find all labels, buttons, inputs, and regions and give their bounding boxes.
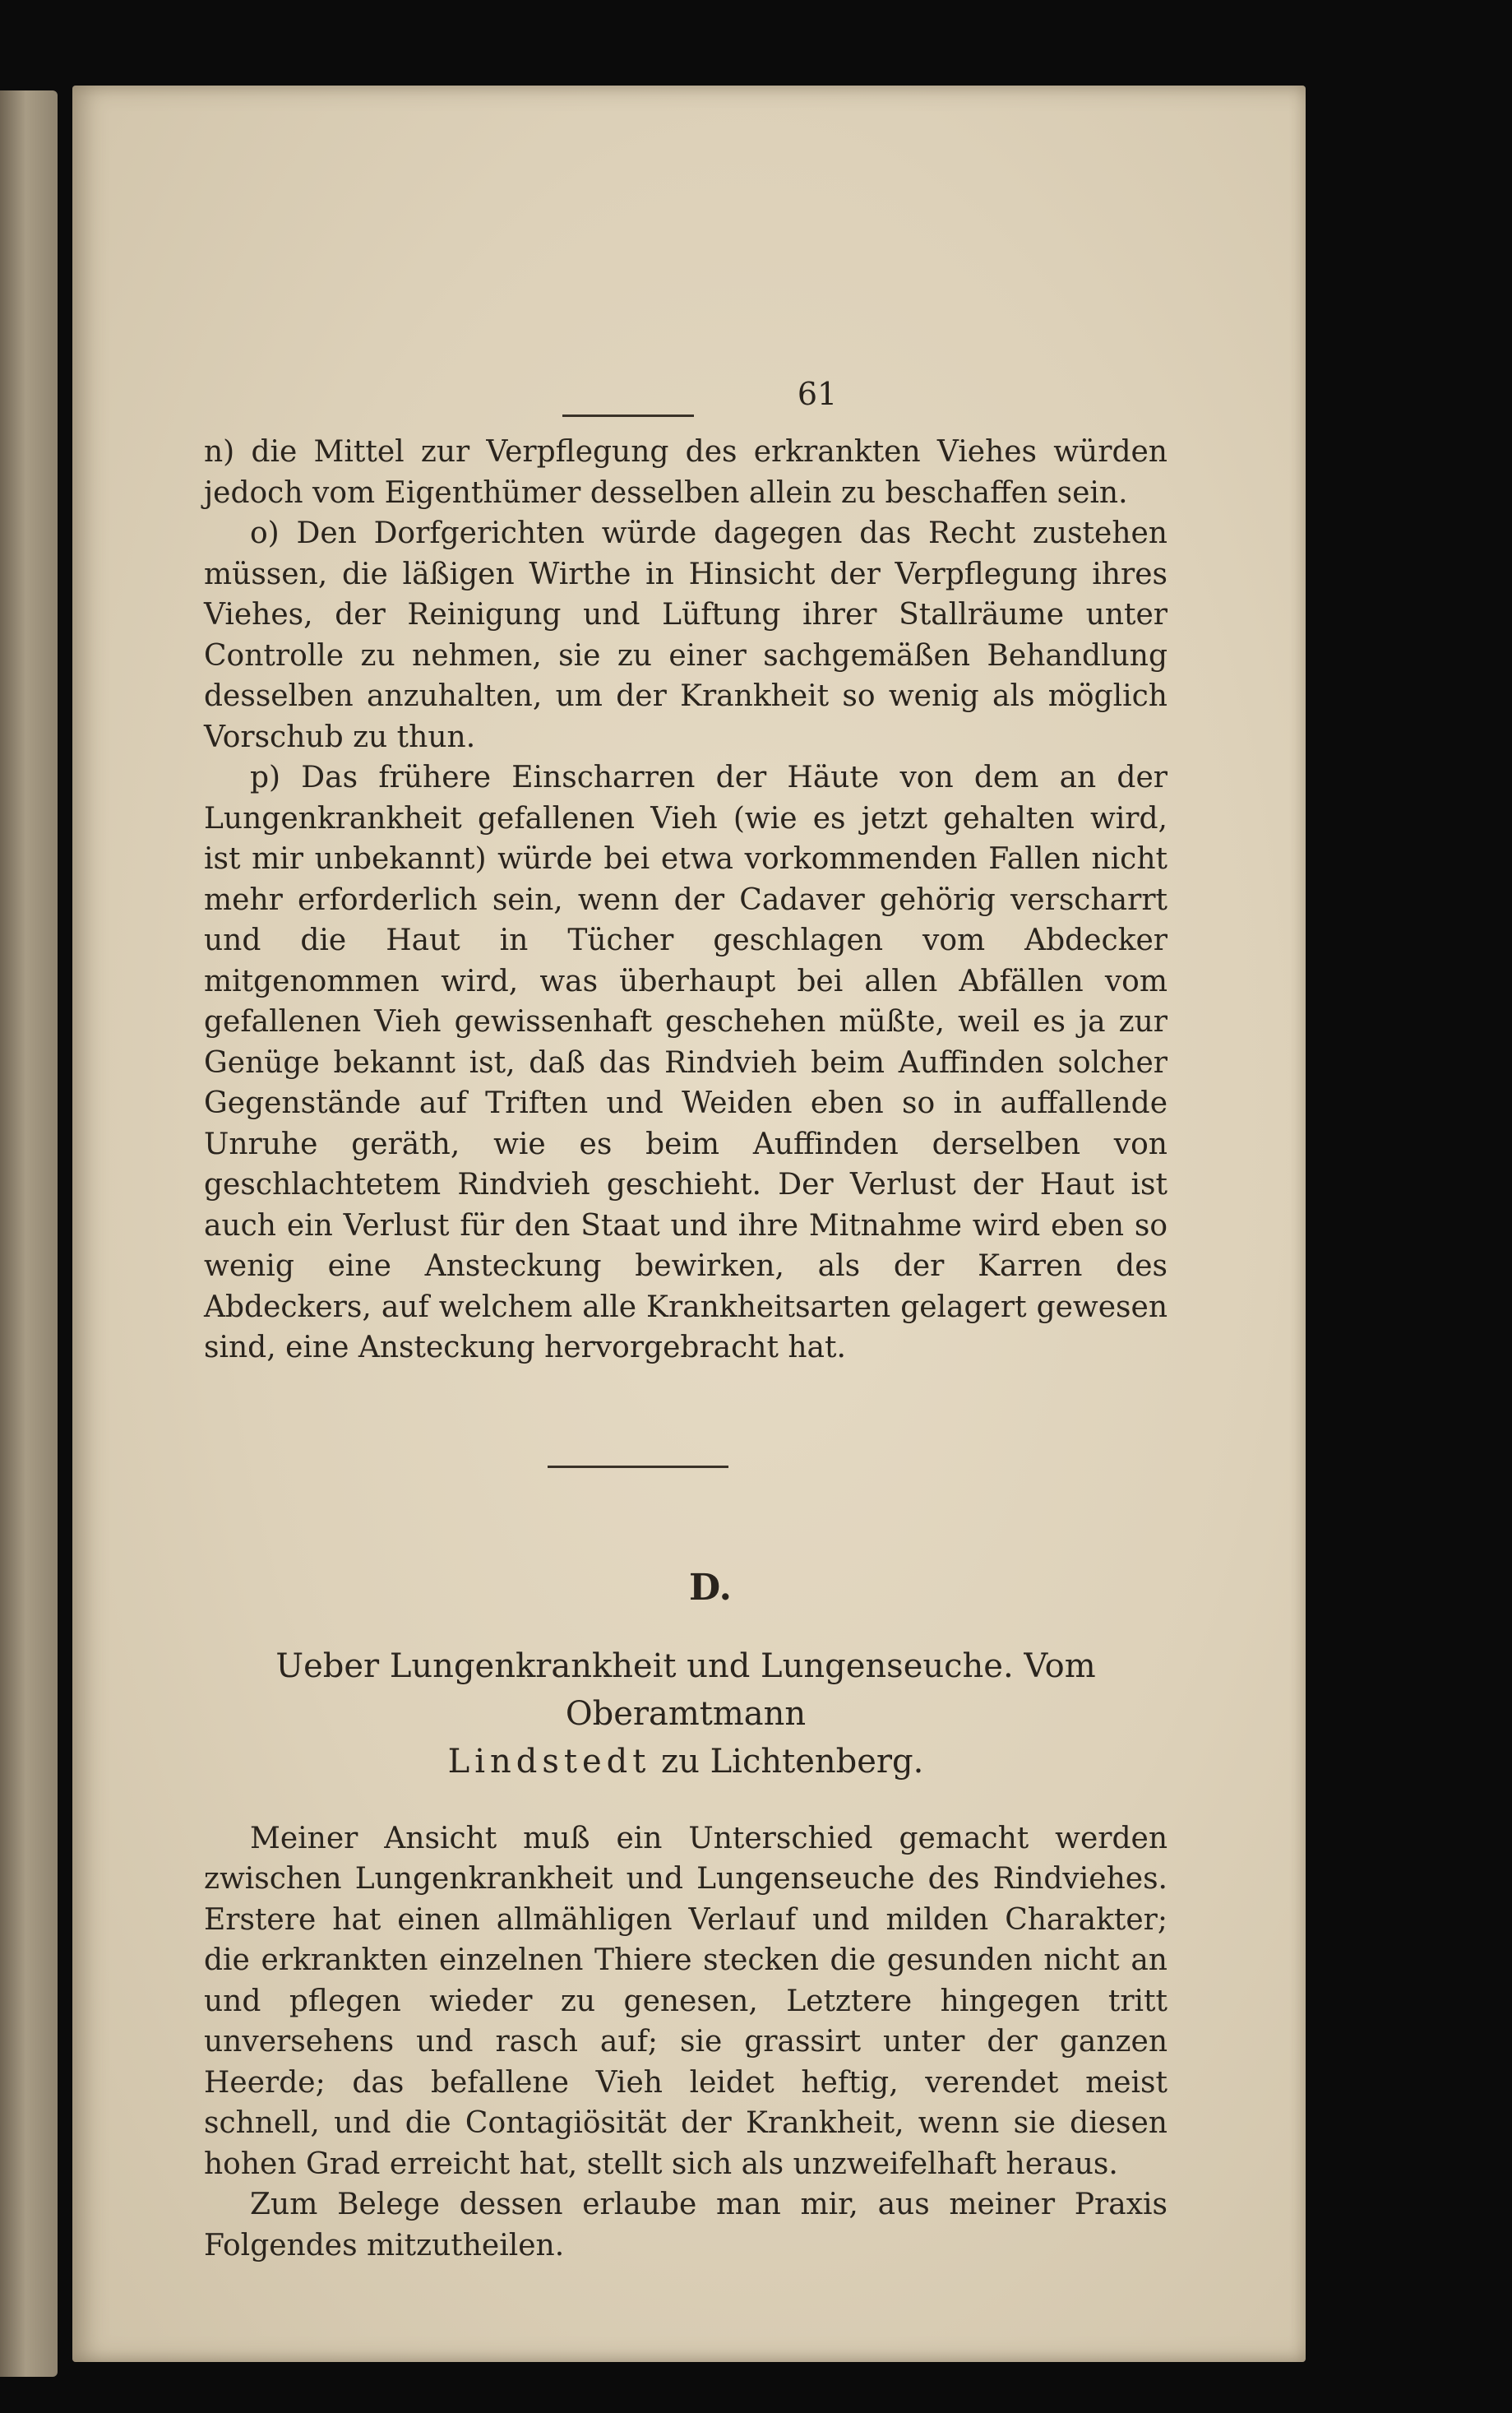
paragraph-p: p) Das frühere Einscharren der Häute von dem an der Lungenkrankheit gefallenen Vieh (wie es jetzt gehalten wird, ist mir unbekannt) würde bei etwa vorkommenden Fallen nicht mehr erforderlich sein, wenn der Cadaver gehörig verscharrt und die Haut in Tücher geschlagen vom Abdecker mitgenommen wird, was überhaupt bei allen Abfällen vom gefallenen Vieh gewissenhaft geschehen müßte, weil es ja zur Genüge bekannt ist, daß das Rindvieh beim Auffinden solcher Gegenstände auf Triften und Weiden eben so in auffallende Unruhe geräth, wie es beim Auffinden derselben von geschlachtetem Rindvieh geschieht. Der Verlust der Haut ist auch ein Verlust für den Staat und ihre Mitnahme wird eben so wenig eine Ansteckung bewirken, als der Karren des Abdeckers, auf welchem alle Krankheitsarten gelagert gewesen sind, eine Ansteckung hervorgebracht hat.: [204, 761, 1168, 1364]
section-letter: D.: [689, 1566, 732, 1609]
header-rule: [562, 415, 694, 417]
paragraph-o: o) Den Dorfgerichten würde dagegen das Recht zustehen müssen, die läßigen Wirthe in Hinsicht der Verpflegung ihres Viehes, der Reinigung und Lüftung ihrer Stallräume unter Controlle zu nehmen, sie zu einer sachgemäßen Behandlung desselben anzuhalten, um der Krankheit so wenig als möglich Vorschub zu thun.: [204, 516, 1168, 754]
previous-page-edge: [0, 90, 58, 2377]
section-divider: [548, 1466, 728, 1468]
author-name: Lindstedt: [447, 1742, 651, 1781]
page-text: [204, 291, 1168, 2266]
paragraph-body-2: Zum Belege dessen erlaube man mir, aus meiner Praxis Folgendes mitzutheilen.: [204, 2188, 1168, 2262]
author-place: zu Lichtenberg.: [650, 1742, 924, 1781]
paragraph-n: n) die Mittel zur Verpflegung des erkrankten Viehes würden jedoch vom Eigenthümer desselben allein zu beschaffen sein.: [204, 435, 1168, 510]
section-author-line: [204, 1738, 1168, 1785]
paragraph-body-1: Meiner Ansicht muß ein Unterschied gemacht werden zwischen Lungenkrankheit und Lungenseuche des Rindviehes. Erstere hat einen allmähligen Verlauf und milden Charakter; die erkrankten einzelnen Thiere stecken die gesunden nicht an und pflegen wieder zu genesen, Letztere hingegen tritt unversehens und rasch auf; sie grassirt unter der ganzen Heerde; das befallene Vieh leidet heftig, verendet meist schnell, und die Contagiösität der Krankheit, wenn sie diesen hohen Grad erreicht hat, stellt sich als unzweifelhaft heraus.: [204, 1821, 1168, 2181]
page-number: 61: [797, 376, 838, 412]
section-title: Ueber Lungenkrankheit und Lungenseuche. Vom Oberamtmann: [275, 1646, 1096, 1733]
book-page: [72, 86, 1306, 2362]
